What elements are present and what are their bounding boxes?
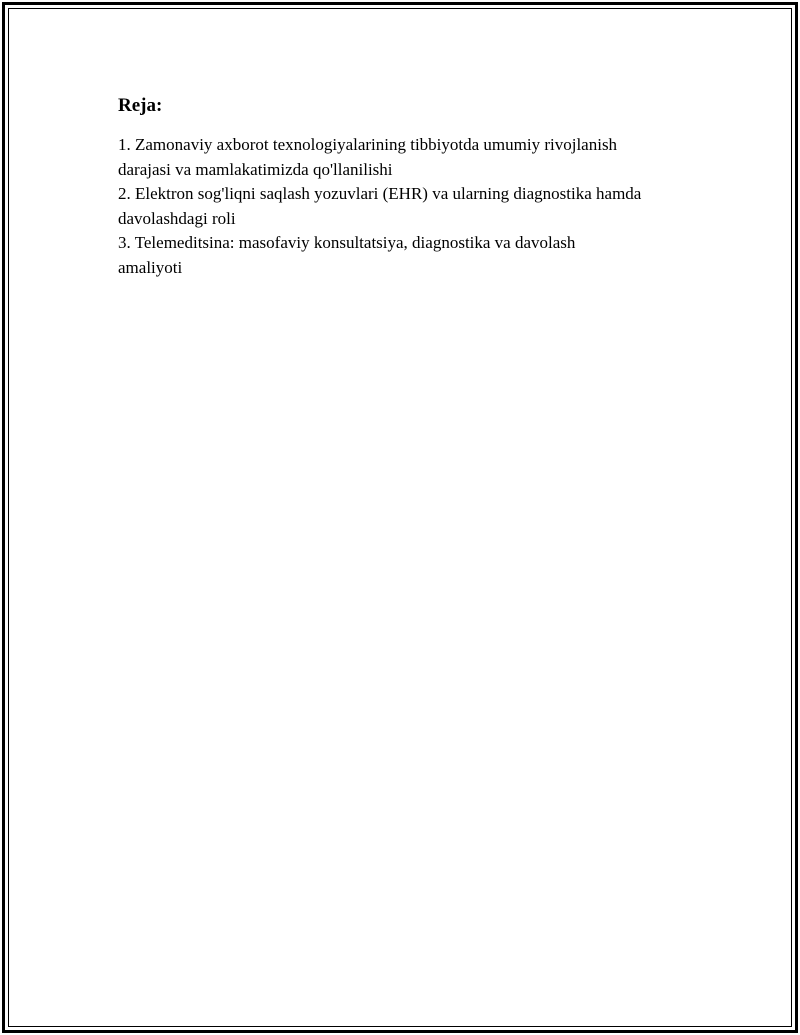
plan-item-label: 1. Zamonaviy axborot texnologiyalarining tibbiyotda umumiy rivojlanish darajasi va mamlakatimizda qo'llanilishi xyxy=(118,135,618,179)
plan-list xyxy=(118,133,698,280)
plan-item-label: 2. Elektron sog'liqni saqlash yozuvlari (EHR) va ularning diagnostika hamda davolashdagi roli xyxy=(118,184,642,228)
plan-item-label: 3. Telemeditsina: masofaviy konsultatsiya, diagnostika va davolash amaliyoti xyxy=(118,233,576,277)
plan-item-2 xyxy=(118,182,690,231)
plan-item-1 xyxy=(118,133,663,182)
plan-heading: Reja: xyxy=(118,95,163,116)
plan-item-3 xyxy=(118,231,628,280)
document-content xyxy=(118,94,698,280)
